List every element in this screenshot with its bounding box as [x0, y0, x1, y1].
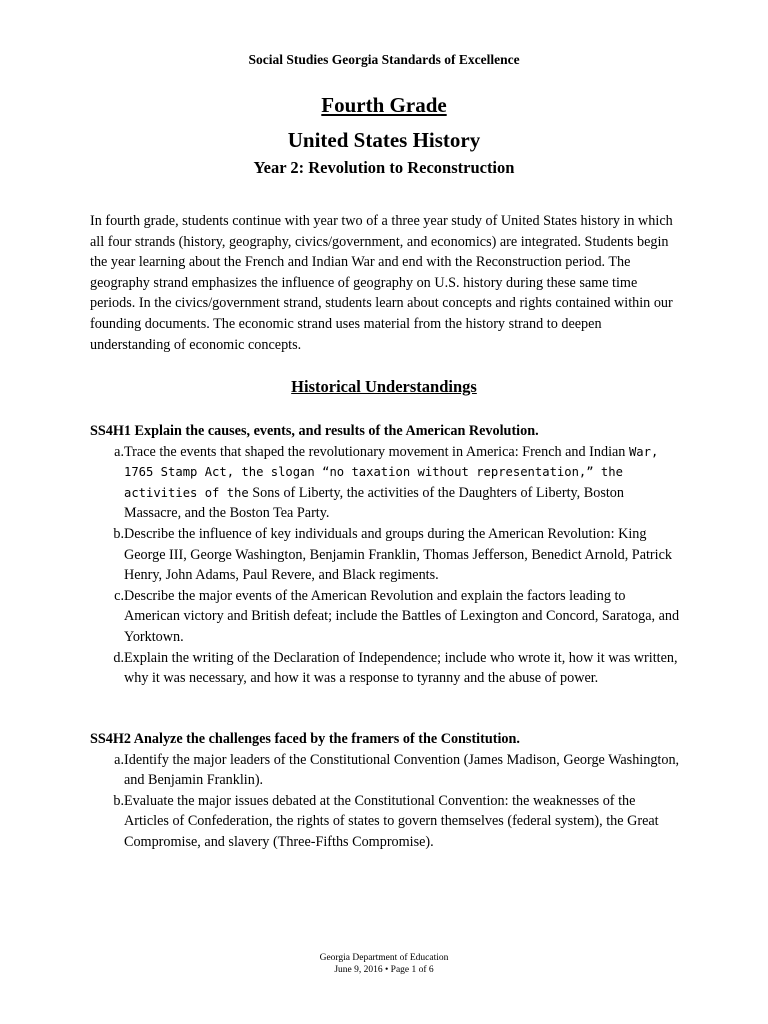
- list-item-text-part: Sons of Liberty, the activities of the Daughters of Liberty, Boston Massacre, and the Boston Tea Party.: [124, 484, 624, 522]
- footer-date-page: June 9, 2016 • Page 1 of 6: [334, 965, 434, 975]
- list-item: [90, 586, 680, 648]
- list-item-letter: b.: [113, 792, 124, 809]
- list-item-text: [124, 442, 680, 524]
- list-item-letter: b.: [113, 525, 124, 542]
- list-item-text: Evaluate the major issues debated at the Constitutional Convention: the weaknesses of the Articles of Confederation, the rights of states to govern themselves (federal system), the Great Compromise, and slavery (Three-Fifths Compromise).: [124, 792, 659, 850]
- list-item-text: Explain the writing of the Declaration of Independence; include who wrote it, how it was written, why it was necessary, and how it was a response to tyranny and the abuse of power.: [124, 649, 678, 687]
- list-item-letter: d.: [113, 649, 124, 666]
- list-item-letter: c.: [114, 587, 124, 604]
- grade-title: Fourth Grade: [321, 93, 447, 117]
- course-title: United States History: [287, 128, 481, 152]
- list-item-letter: a.: [114, 751, 124, 768]
- document-header: Social Studies Georgia Standards of Excellence: [248, 52, 520, 67]
- list-item-text: Describe the influence of key individuals and groups during the American Revolution: King George III, George Washington, Benjamin Franklin, Thomas Jefferson, Benedict Arnold, Patrick Henry, John Adams, Paul Revere, and Black regiments.: [124, 525, 672, 584]
- list-item-text: Describe the major events of the American Revolution and explain the factors leading to American victory and British defeat; include the Battles of Lexington and Concord, Saratoga, and Yorktown.: [124, 587, 680, 645]
- intro-paragraph: In fourth grade, students continue with year two of a three year study of United States history in which all four strands (history, geography, civics/government, and economics) are integrated. Students begin the year learning about the French and Indian War and end with the Reconstruction period. The geography strand emphasizes the influence of geography on U.S. history during these same time periods. In the civics/government strand, students learn about concepts and rights contained within our founding documents. The economic strand uses material from the history strand to deepen understanding of economic concepts.: [90, 213, 673, 353]
- list-item: [90, 791, 680, 853]
- element-list: [90, 750, 680, 853]
- standard-ss4h2: [90, 729, 680, 853]
- list-item-letter: a.: [114, 443, 124, 460]
- page-footer: [0, 952, 768, 976]
- standard-ss4h1: [90, 421, 680, 689]
- list-item-text-mono: War, 1765 Stamp Act, the slogan “no taxation without representation,” the activities of the: [124, 444, 659, 500]
- footer-organization: Georgia Department of Education: [319, 953, 449, 963]
- list-item: [90, 442, 680, 524]
- section-heading: Historical Understandings: [291, 377, 477, 396]
- list-item: [90, 750, 680, 791]
- element-list: [90, 442, 680, 689]
- list-item: [90, 648, 680, 689]
- standard-title: SS4H1 Explain the causes, events, and results of the American Revolution.: [90, 423, 539, 439]
- year-title: Year 2: Revolution to Reconstruction: [253, 158, 515, 177]
- list-item-text: Identify the major leaders of the Constitutional Convention (James Madison, George Washington, and Benjamin Franklin).: [124, 751, 680, 789]
- list-item-text-part: Trace the events that shaped the revolutionary movement in America: French and Indian: [124, 443, 626, 460]
- list-item: [90, 524, 680, 586]
- standard-title: SS4H2 Analyze the challenges faced by the framers of the Constitution.: [90, 731, 520, 747]
